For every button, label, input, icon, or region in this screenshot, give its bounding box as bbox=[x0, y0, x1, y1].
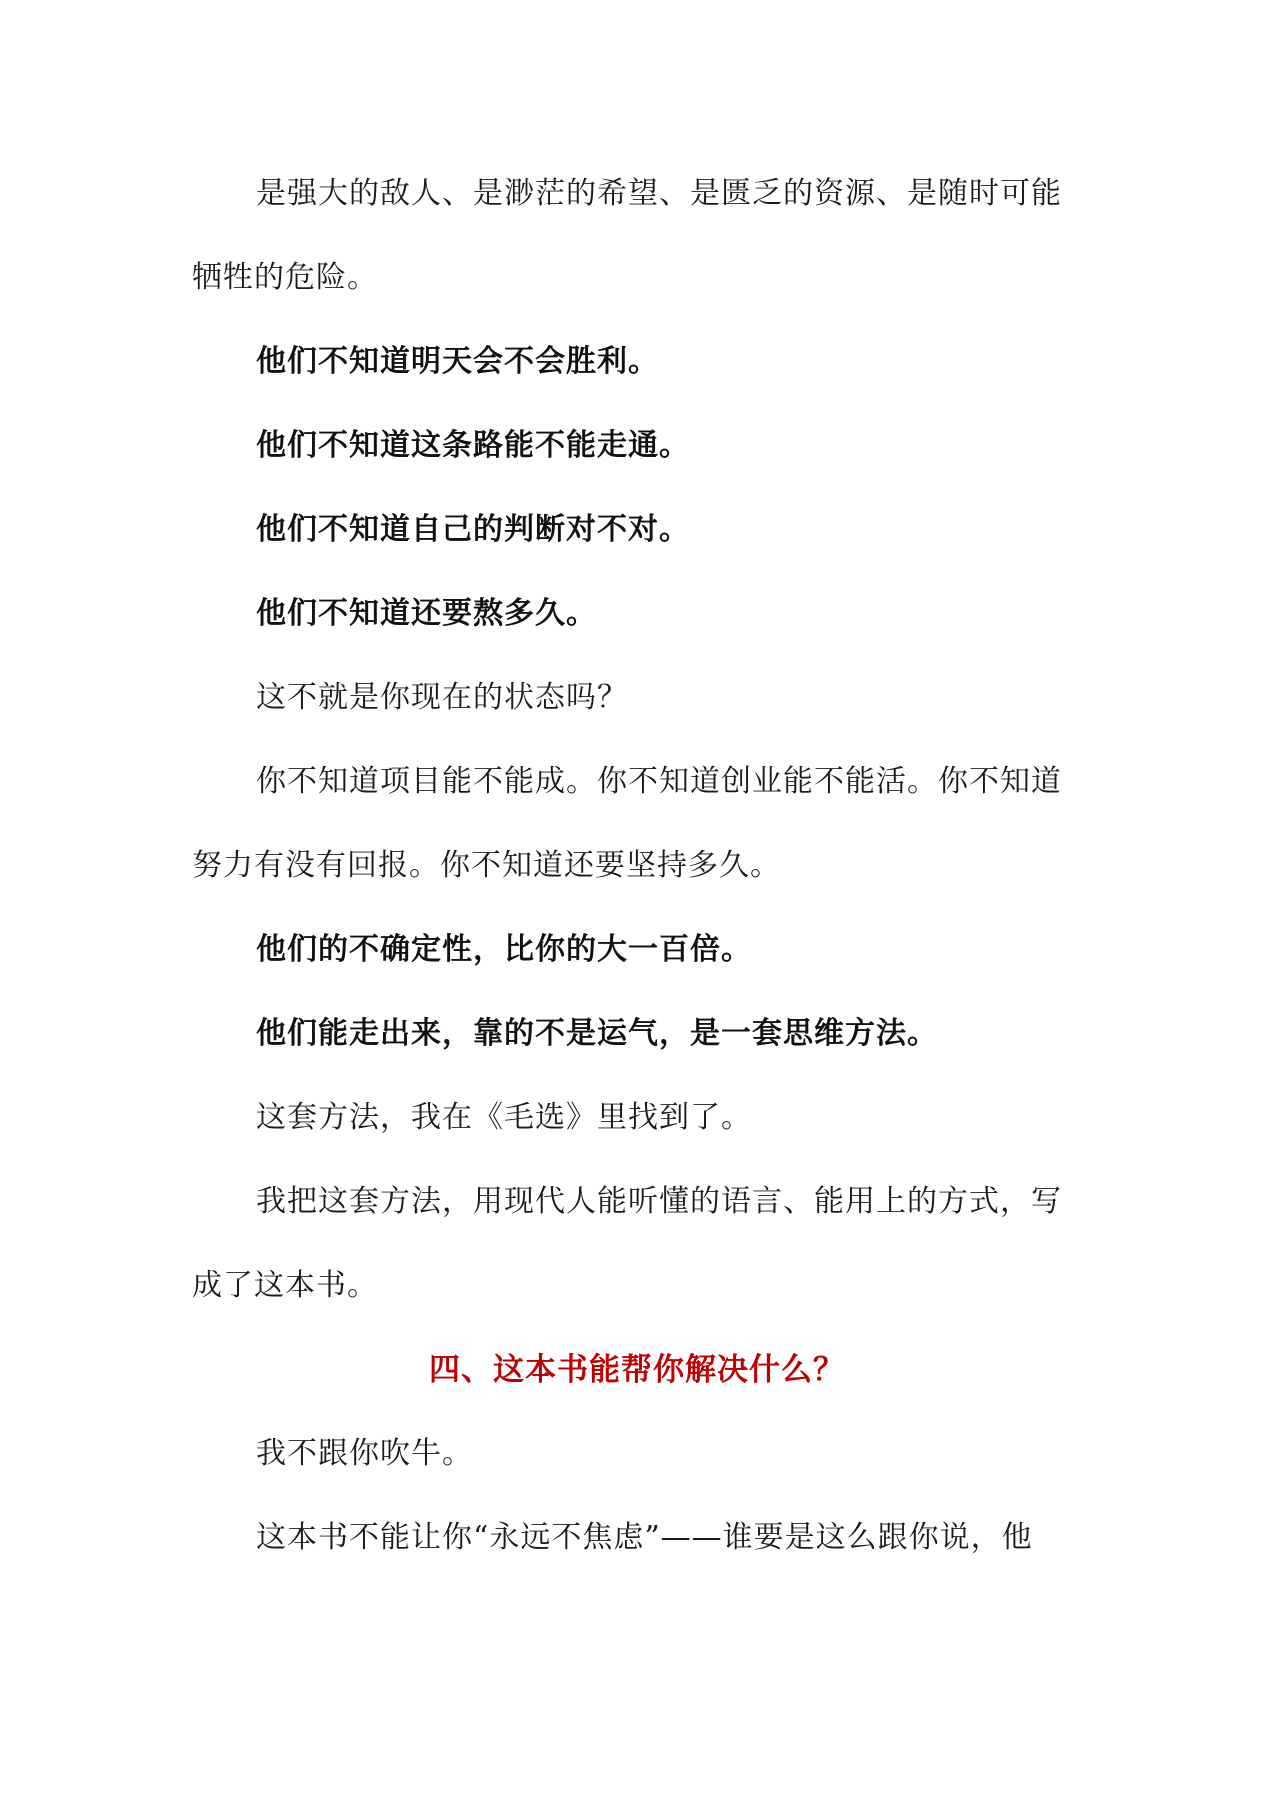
paragraph: 你不知道项目能不能成。你不知道创业能不能活。你不知道 bbox=[256, 764, 1062, 799]
paragraph: 是强大的敌人、是渺茫的希望、是匮乏的资源、是随时可能 bbox=[256, 176, 1062, 211]
paragraph: 这不就是你现在的状态吗？ bbox=[256, 680, 628, 715]
paragraph-continuation: 成了这本书。 bbox=[192, 1268, 378, 1303]
bold-paragraph: 他们不知道自己的判断对不对。 bbox=[256, 512, 690, 547]
bold-paragraph: 他们能走出来，靠的不是运气，是一套思维方法。 bbox=[256, 1016, 938, 1051]
bold-paragraph: 他们的不确定性，比你的大一百倍。 bbox=[256, 932, 752, 967]
bold-paragraph: 他们不知道明天会不会胜利。 bbox=[256, 344, 659, 379]
bold-paragraph: 他们不知道还要熬多久。 bbox=[256, 596, 597, 631]
body-text bbox=[192, 152, 1082, 1580]
paragraph: 我把这套方法，用现代人能听懂的语言、能用上的方式，写 bbox=[256, 1184, 1062, 1219]
paragraph: 这本书不能让你“永远不焦虑”——谁要是这么跟你说，他 bbox=[256, 1520, 1033, 1555]
bold-paragraph: 他们不知道这条路能不能走通。 bbox=[256, 428, 690, 463]
section-heading: 四、这本书能帮你解决什么？ bbox=[429, 1352, 845, 1388]
paragraph-continuation: 牺牲的危险。 bbox=[192, 260, 378, 295]
paragraph: 这套方法，我在《毛选》里找到了。 bbox=[256, 1100, 752, 1135]
paragraph-continuation: 努力有没有回报。你不知道还要坚持多久。 bbox=[192, 848, 781, 883]
paragraph: 我不跟你吹牛。 bbox=[256, 1436, 473, 1471]
